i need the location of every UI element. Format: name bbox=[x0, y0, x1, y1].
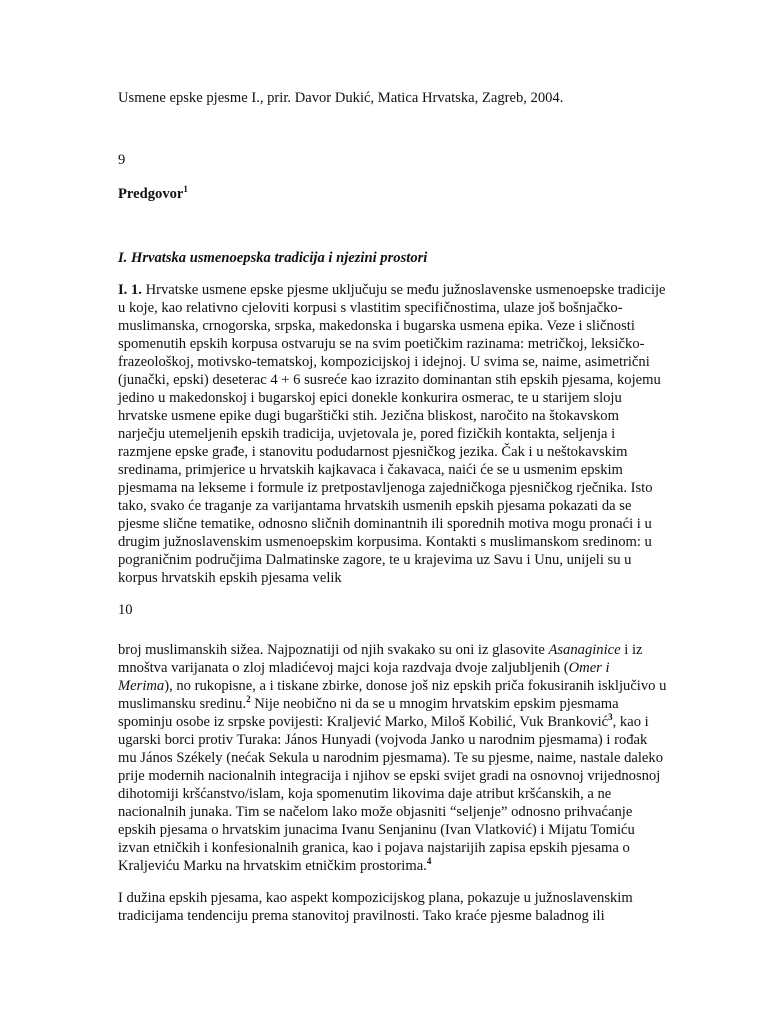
paragraph-line: frazeološkoj, motivsko-tematskoj, kompozicijskoj i idejnoj. U svima se, naime, asimetrični bbox=[118, 354, 650, 370]
paragraph-line: pjesmama na lekseme i formule iz pretpostavljenoga zajedničkoga pjesničkog rječnika. Isto bbox=[118, 480, 653, 496]
section-label: I. 1. bbox=[118, 282, 142, 298]
preface-heading bbox=[118, 185, 188, 203]
text-run: Kraljeviću Marku na hrvatskim etničkim prostorima. bbox=[118, 858, 427, 874]
paragraph-line: tako, svako će traganje za varijantama hrvatskih usmenih epskih pjesama pokazati da se bbox=[118, 498, 632, 514]
paragraph-line: pograničnim područjima Dalmatinske zagore, te u krajevima uz Savu i Unu, unijeli su u bbox=[118, 552, 632, 568]
paragraph-line: pjesme slične tematike, odnosno sličnih dominantnih ili sporednih motiva mogu pronaći i u bbox=[118, 516, 652, 532]
paragraph-line: sredinama, primjerice u hrvatskih kajkavaca i čakavaca, naići će se u usmenim epskim bbox=[118, 462, 623, 478]
paragraph-line bbox=[118, 695, 619, 713]
paragraph-text: Hrvatske usmene epske pjesme uključuju se među južnoslavenske usmenoepske tradicije bbox=[141, 282, 666, 298]
paragraph-line: jedino u makedonskoj i bugarskoj epici donekle konkurira osmerac, te u starijem sloju bbox=[118, 390, 622, 406]
paragraph-line: prije modernih nacionalnih integracija i njihov se epski svijet gradi na osnovnoj vrijednosnoj bbox=[118, 768, 661, 784]
paragraph-line: izvan etničkih i konfesionalnih granica, kao i pojava najstarijih zapisa epskih pjesama o bbox=[118, 840, 630, 856]
text-run: i iz bbox=[620, 642, 643, 658]
paragraph-line bbox=[118, 659, 610, 677]
paragraph-line: (junački, epski) deseterac 4 + 6 susreće kao izrazito dominantan stih epskih pjesama, kojemu bbox=[118, 372, 661, 388]
text-run: , kao i bbox=[612, 714, 649, 730]
page-number: 9 bbox=[118, 152, 126, 168]
page-number: 10 bbox=[118, 602, 133, 618]
paragraph-line: ugarski borci protiv Turaka: János Hunyadi (vojvoda Janko u narodnim pjesmama) i rođak bbox=[118, 732, 648, 748]
paragraph-line: I dužina epskih pjesama, kao aspekt kompozicijskog plana, pokazuje u južnoslavenskim bbox=[118, 890, 633, 906]
paragraph-line: hrvatske usmene epike dugi bugarštički stih. Jezična bliskost, naročito na štokavskom bbox=[118, 408, 619, 424]
footnote-ref: 2 bbox=[246, 694, 251, 705]
text-run: ), no rukopisne, a i tiskane zbirke, donose još niz epskih priča fokusiranih isključivo u bbox=[164, 678, 667, 694]
text-run: broj muslimanskih sižea. Najpoznatiji od njih svakako su oni iz glasovite bbox=[118, 642, 549, 658]
paragraph-line: drugim južnoslavenskim usmenoepskim korpusima. Kontakti s muslimanskom sredinom: u bbox=[118, 534, 652, 550]
paragraph-line: spomenutih epskih korpusa ostvaruju se na svim poetičkim razinama: metričkoj, leksičko- bbox=[118, 336, 645, 352]
paragraph-line: korpus hrvatskih epskih pjesama velik bbox=[118, 570, 342, 586]
paragraph-line: tradicijama tendenciju prema stanovitoj pravilnosti. Tako kraće pjesme baladnog ili bbox=[118, 908, 605, 924]
paragraph-line bbox=[118, 857, 431, 875]
paragraph-line: razmjene epske građe, i stanovitu podudarnost pjesničkog jezika. Čak i u neštokavskim bbox=[118, 444, 628, 460]
footnote-ref: 4 bbox=[426, 856, 432, 867]
footnote-ref: 3 bbox=[608, 712, 613, 723]
paragraph-line: muslimanska, crnogorska, srpska, makedonska i bugarska usmena epika. Veze i sličnosti bbox=[118, 318, 635, 334]
paragraph-line bbox=[118, 677, 666, 695]
paragraph-line bbox=[118, 713, 649, 731]
title-omer-i-merima: Omer i bbox=[568, 660, 610, 676]
text-run: mnoštva varijanata o zloj mladićevoj majci koja razdvaja dvoje zaljubljenih ( bbox=[118, 660, 569, 676]
title-omer-i-merima: Merima bbox=[118, 678, 165, 694]
citation: Usmene epske pjesme I., prir. Davor Dukić, Matica Hrvatska, Zagreb, 2004. bbox=[118, 90, 564, 106]
paragraph-line bbox=[118, 281, 666, 299]
paragraph-line: dihotomiji kršćanstvo/islam, koja spomenutim likovima daje atribut kršćanskih, a ne bbox=[118, 786, 612, 802]
title-asanaginice: Asanaginice bbox=[548, 642, 621, 658]
paragraph-line: mu János Székely (nećak Sekula u narodnim pjesmama). Te su pjesme, naime, nastale daleko bbox=[118, 750, 664, 766]
section-title: I. Hrvatska usmenoepska tradicija i njezini prostori bbox=[118, 250, 428, 266]
paragraph-line: epskih pjesama o hrvatskim junacima Ivanu Senjaninu (Ivan Vlatković) i Mijatu Tomiću bbox=[118, 822, 635, 838]
paragraph-line: narječju utemeljenih epskih tradicija, uvjetovala je, pored fizičkih kontakta, seljenja i bbox=[118, 426, 616, 442]
paragraph-line: nacionalnih junaka. Tim se načelom lako može objasniti “seljenje” odnosno prihvaćanje bbox=[118, 804, 633, 820]
heading-title: Predgovor bbox=[118, 186, 184, 202]
footnote-ref: 1 bbox=[183, 184, 188, 195]
paragraph-line bbox=[118, 641, 643, 659]
text-run: spominju osobe iz srpske povijesti: Kraljević Marko, Miloš Kobilić, Vuk Branković bbox=[118, 714, 609, 730]
text-run: muslimansku sredinu. bbox=[118, 696, 247, 712]
paragraph-line: u koje, kao relativno cjeloviti korpusi s vlastitim specifičnostima, ulaze još bošnjačko- bbox=[118, 300, 623, 316]
text-run: Nije neobično ni da se u mnogim hrvatskim epskim pjesmama bbox=[250, 696, 619, 712]
